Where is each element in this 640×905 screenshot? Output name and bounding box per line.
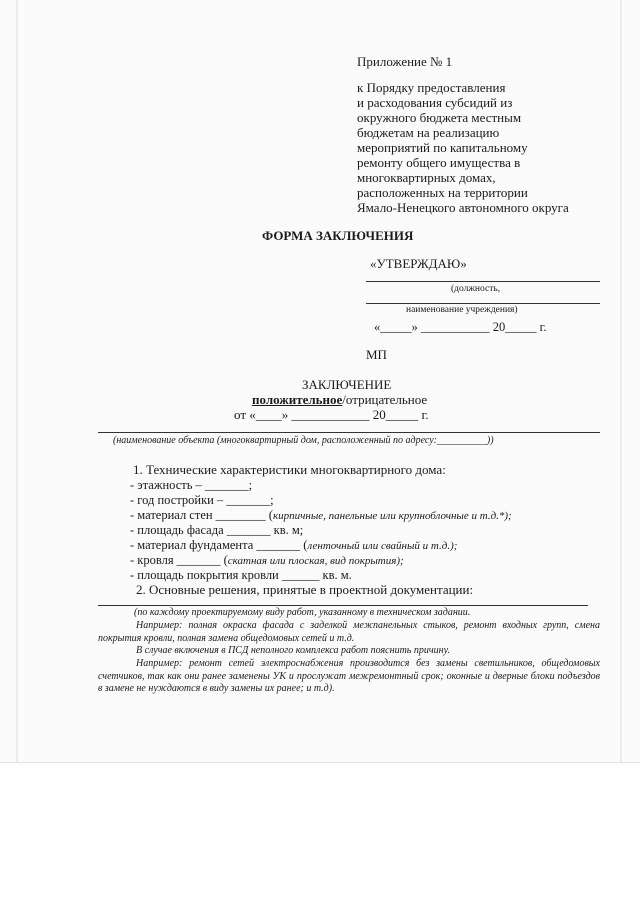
spec-item: - площадь фасада _______ кв. м; bbox=[130, 523, 304, 537]
page-edge-shadow bbox=[16, 0, 18, 762]
annex-line: расположенных на территории bbox=[357, 185, 528, 200]
approval-heading: «УТВЕРЖДАЮ» bbox=[370, 256, 467, 271]
annex-line: к Порядку предоставления bbox=[357, 80, 506, 95]
note-text: В случае включения в ПСД неполного комплекса работ пояснить причину. bbox=[136, 645, 450, 656]
form-title: ФОРМА ЗАКЛЮЧЕНИЯ bbox=[262, 228, 414, 243]
annex-line: Ямало-Ненецкого автономного округа bbox=[357, 200, 569, 215]
institution-caption: наименование учреждения) bbox=[406, 305, 518, 315]
example-text: Например: ремонт сетей электроснабжения производится без замены светильников, общедомовых счетчиков, так как они ранее заменены УК и прослужат межремонтный срок; оконные и дверные блоки подъездов в замене не нуждаются в виду замены их ранее; и т.д). bbox=[98, 658, 600, 694]
positive-option: положительное bbox=[252, 392, 343, 407]
annex-line: многоквартирных домах, bbox=[357, 170, 496, 185]
object-caption: (наименование объекта (многоквартирный дом, расположенный по адресу:__________)) bbox=[113, 435, 494, 446]
page-edge-shadow bbox=[620, 0, 622, 762]
annex-line: окружного бюджета местным bbox=[357, 110, 522, 125]
position-line bbox=[366, 281, 600, 282]
spec-item: - материал фундамента _______ (ленточный или свайный и т.д.); bbox=[130, 538, 458, 552]
spec-item: - этажность – _______; bbox=[130, 478, 253, 492]
institution-line bbox=[366, 303, 600, 304]
stamp-label: МП bbox=[366, 347, 387, 362]
negative-option: /отрицательное bbox=[342, 392, 428, 407]
annex-line: и расходования субсидий из bbox=[357, 95, 513, 110]
conclusion-type bbox=[252, 392, 427, 408]
section2-heading: 2. Основные решения, принятые в проектной документации: bbox=[136, 582, 474, 597]
object-line bbox=[98, 432, 600, 433]
annex-title: Приложение № 1 bbox=[357, 54, 453, 69]
spec-item: - год постройки – _______; bbox=[130, 493, 274, 507]
spec-item: - кровля _______ (скатная или плоская, вид покрытия); bbox=[130, 553, 404, 567]
solutions-caption: (по каждому проектируемому виду работ, указанному в техническом задании. bbox=[134, 607, 471, 618]
solutions-line bbox=[98, 605, 588, 606]
spec-item: - площадь покрытия кровли ______ кв. м. bbox=[130, 568, 352, 582]
spec-item: - материал стен ________ (кирпичные, панельные или крупноблочные и т.д.*); bbox=[130, 508, 512, 522]
conclusion-date: от «____» ____________ 20_____ г. bbox=[234, 407, 429, 422]
section1-heading: 1. Технические характеристики многоквартирного дома: bbox=[133, 462, 446, 477]
position-caption: (должность, bbox=[451, 284, 501, 294]
conclusion-heading: ЗАКЛЮЧЕНИЕ bbox=[302, 377, 392, 392]
example-text: Например: полная окраска фасада с заделкой межпанельных стыков, ремонт входных групп, смена покрытия кровли, полная замена общедомовых сетей и т.д. bbox=[98, 620, 600, 644]
annex-line: ремонту общего имущества в bbox=[357, 155, 521, 170]
approval-date: «_____» ___________ 20_____ г. bbox=[374, 320, 547, 334]
annex-line: мероприятий по капитальному bbox=[357, 140, 528, 155]
annex-line: бюджетам на реализацию bbox=[357, 125, 500, 140]
